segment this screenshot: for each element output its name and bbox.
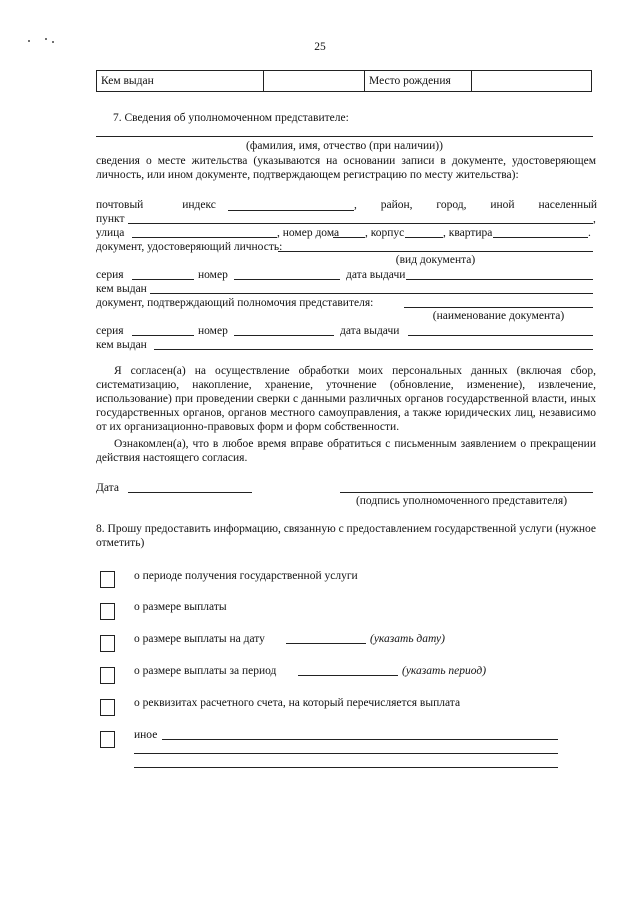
amount-period-field[interactable] (298, 675, 398, 676)
issued-by-label-7: кем выдан (96, 283, 147, 295)
issued-by-label: Кем выдан (97, 71, 264, 92)
series-field-2[interactable] (132, 335, 194, 336)
option-amount-label: о размере выплаты (134, 601, 227, 613)
number-label-2: номер (198, 325, 228, 337)
authority-doc-label: документ, подтверждающий полномочия представителя: (96, 297, 374, 309)
number-field-2[interactable] (234, 335, 334, 336)
option-amount-date-label: о размере выплаты на дату (134, 633, 265, 645)
issued-by-cell[interactable] (264, 71, 365, 92)
date-label: Дата (96, 482, 119, 494)
checkbox-amount-date[interactable] (100, 635, 115, 652)
option-bank-details-label: о реквизитах расчетного счета, на который перечисляется выплата (134, 697, 461, 709)
residence-text: сведения о месте жительства (указываются на основании записи в документе, удостоверяющем личность, или ином документе, подтверждающем регистрацию по месту жительства): (96, 155, 596, 181)
series-field[interactable] (132, 279, 194, 280)
issue-date-label: дата выдачи (346, 269, 406, 281)
house-label: , номер дома (277, 227, 340, 239)
doc-type-caption: (вид документа) (395, 254, 476, 266)
issue-date-field[interactable] (406, 279, 593, 280)
punkt-label: пункт (96, 213, 125, 225)
other-field-1[interactable] (162, 739, 558, 740)
amount-date-field[interactable] (286, 643, 366, 644)
number-field[interactable] (234, 279, 340, 280)
option-other-label: иное (134, 729, 158, 741)
date-field[interactable] (128, 492, 252, 493)
doc-name-caption: (наименование документа) (432, 310, 565, 322)
birthplace-cell[interactable] (472, 71, 592, 92)
postal-index-field[interactable] (228, 210, 354, 211)
korpus-label: , корпус (365, 227, 405, 239)
house-field[interactable] (333, 237, 365, 238)
issue-date-label-2: дата выдачи (340, 325, 400, 337)
consent-paragraph-1: Я согласен(а) на осуществление обработки моих персональных данных (включая сбор, систематизацию, накопление, хранение, уточнение (обновление, изменение), извлечение, использование) при проведении сверки с данными различных органов государственной власти, иных государственных органов, органов местного самоуправления, а также юридических лиц, независимо от их организационно-правовых форм и форм собственности. (96, 365, 596, 433)
consent-paragraph-2: Ознакомлен(а), что в любое время вправе обратиться с письменным заявлением о прекращении действия настоящего согласия. (96, 438, 596, 464)
korpus-field[interactable] (405, 237, 443, 238)
series-label-2: серия (96, 325, 124, 337)
postal-index-label: почтовый индекс (96, 199, 216, 211)
street-field[interactable] (132, 237, 277, 238)
checkbox-amount[interactable] (100, 603, 115, 620)
punkt-field[interactable] (128, 223, 593, 224)
issued-by-label-8: кем выдан (96, 339, 147, 351)
page-number: 25 (314, 41, 326, 53)
signature-caption: (подпись уполномоченного представителя) (355, 495, 568, 507)
number-label: номер (198, 269, 228, 281)
issued-by-field[interactable] (150, 293, 593, 294)
section8-heading: 8. Прошу предоставить информацию, связанную с предоставлением государственной услуги (нужное отметить) (96, 523, 596, 549)
apartment-label: , квартира (443, 227, 493, 239)
signature-field[interactable] (340, 492, 593, 493)
amount-date-hint: (указать дату) (370, 633, 445, 645)
other-field-2[interactable] (134, 753, 558, 754)
issued-birthplace-table (96, 70, 592, 92)
checkbox-period[interactable] (100, 571, 115, 588)
series-label: серия (96, 269, 124, 281)
id-doc-field[interactable] (278, 251, 593, 252)
issue-date-field-2[interactable] (408, 335, 593, 336)
fio-field[interactable] (96, 136, 593, 137)
section7-heading: 7. Сведения об уполномоченном представителе: (113, 112, 349, 124)
checkbox-bank-details[interactable] (100, 699, 115, 716)
issued-by-field-2[interactable] (154, 349, 593, 350)
option-amount-period-label: о размере выплаты за период (134, 665, 277, 677)
checkbox-other[interactable] (100, 731, 115, 748)
checkbox-amount-period[interactable] (100, 667, 115, 684)
id-doc-label: документ, удостоверяющий личность: (96, 241, 283, 253)
option-period-label: о периоде получения государственной услуги (134, 570, 358, 582)
fio-caption: (фамилия, имя, отчество (при наличии)) (246, 140, 443, 152)
street-label: улица (96, 227, 125, 239)
amount-period-hint: (указать период) (402, 665, 487, 677)
other-field-3[interactable] (134, 767, 558, 768)
birthplace-label: Место рождения (365, 71, 472, 92)
apartment-field[interactable] (493, 237, 588, 238)
authority-doc-field[interactable] (404, 307, 593, 308)
district-city-label: , район, город, иной населенный (354, 199, 598, 211)
